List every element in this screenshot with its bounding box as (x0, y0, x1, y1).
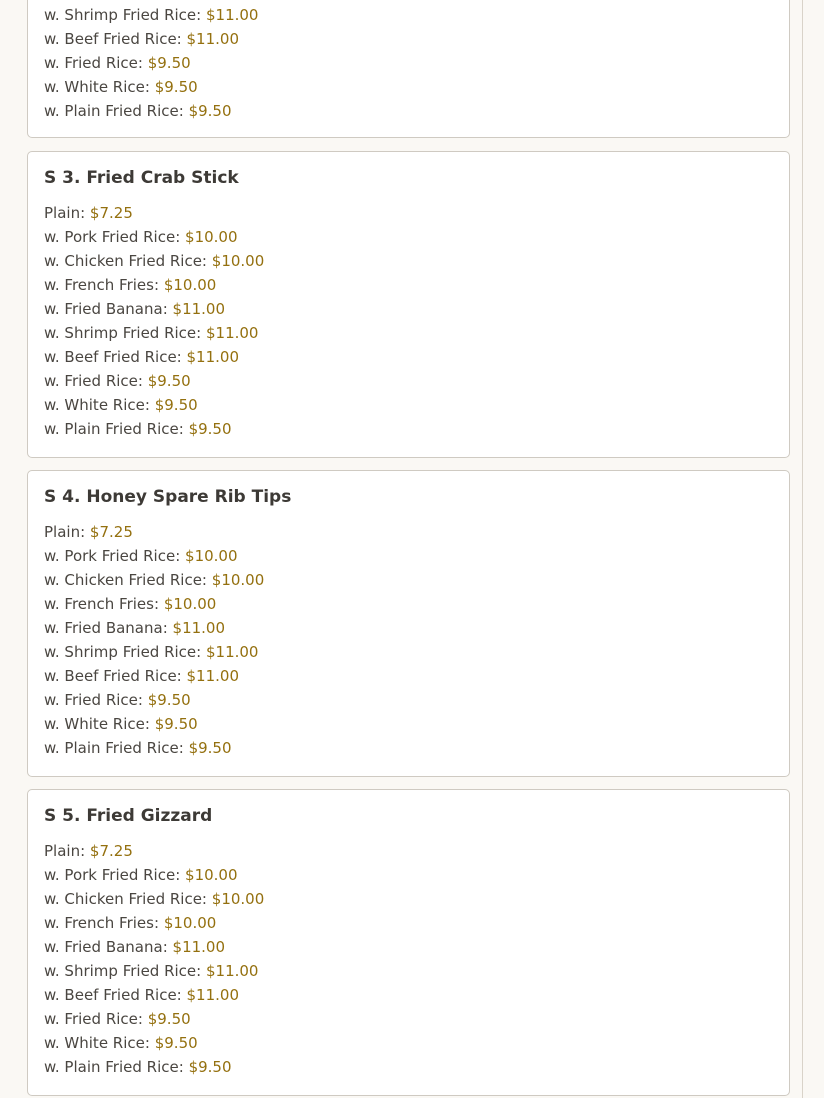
item-price: $10.00 (163, 595, 217, 613)
price-row (44, 839, 264, 863)
item-label: w. French Fries: (44, 914, 160, 932)
price-row (44, 544, 264, 568)
item-price: $9.50 (147, 54, 191, 72)
price-row (44, 664, 264, 688)
price-list (44, 839, 264, 1079)
price-row (44, 1031, 264, 1055)
menu-card-fried-crab-stick (27, 151, 790, 458)
price-row (44, 417, 264, 441)
item-label: w. White Rice: (44, 78, 150, 96)
price-row (44, 369, 264, 393)
item-label: w. Chicken Fried Rice: (44, 252, 207, 270)
item-price: $9.50 (154, 396, 198, 414)
item-price: $10.00 (163, 276, 217, 294)
item-price: $11.00 (172, 938, 226, 956)
item-price: $11.00 (186, 30, 240, 48)
price-row (44, 616, 264, 640)
item-label: w. Beef Fried Rice: (44, 348, 182, 366)
item-label: w. French Fries: (44, 595, 160, 613)
price-row (44, 911, 264, 935)
item-price: $9.50 (147, 691, 191, 709)
item-label: w. Fried Rice: (44, 54, 143, 72)
card-title: S 3. Fried Crab Stick (44, 168, 239, 188)
item-label: w. Plain Fried Rice: (44, 1058, 184, 1076)
item-price: $10.00 (211, 890, 265, 908)
item-label: w. White Rice: (44, 1034, 150, 1052)
menu-card-partial (27, 0, 790, 138)
price-row (44, 688, 264, 712)
item-price: $11.00 (205, 324, 259, 342)
card-title: S 4. Honey Spare Rib Tips (44, 487, 292, 507)
item-price: $9.50 (147, 1010, 191, 1028)
price-row (44, 520, 264, 544)
item-label: w. Fried Banana: (44, 619, 168, 637)
price-row (44, 27, 258, 51)
price-row (44, 99, 258, 123)
item-price: $7.25 (89, 204, 133, 222)
item-price: $7.25 (89, 842, 133, 860)
item-price: $9.50 (154, 1034, 198, 1052)
item-label: w. Fried Rice: (44, 1010, 143, 1028)
card-title: S 5. Fried Gizzard (44, 806, 213, 826)
item-label: w. Pork Fried Rice: (44, 228, 181, 246)
price-row (44, 321, 264, 345)
item-price: $9.50 (154, 715, 198, 733)
price-list (44, 201, 264, 441)
item-price: $9.50 (147, 372, 191, 390)
item-price: $11.00 (172, 300, 226, 318)
price-row (44, 712, 264, 736)
item-label: w. Shrimp Fried Rice: (44, 643, 202, 661)
price-row (44, 959, 264, 983)
price-row (44, 592, 264, 616)
item-price: $10.00 (163, 914, 217, 932)
item-price: $9.50 (188, 1058, 232, 1076)
price-row (44, 983, 264, 1007)
price-row (44, 736, 264, 760)
item-price: $10.00 (185, 866, 238, 884)
item-label: w. Beef Fried Rice: (44, 986, 182, 1004)
item-price: $9.50 (154, 78, 198, 96)
item-label: w. Beef Fried Rice: (44, 667, 182, 685)
item-label: Plain: (44, 523, 86, 541)
price-row (44, 887, 264, 911)
item-price: $11.00 (186, 667, 240, 685)
item-price: $11.00 (172, 619, 226, 637)
item-label: w. Shrimp Fried Rice: (44, 6, 202, 24)
price-row (44, 345, 264, 369)
item-price: $11.00 (205, 962, 259, 980)
price-row (44, 273, 264, 297)
price-row (44, 393, 264, 417)
item-label: w. Fried Rice: (44, 691, 143, 709)
price-row (44, 640, 264, 664)
item-label: w. Chicken Fried Rice: (44, 571, 207, 589)
item-price: $10.00 (185, 228, 238, 246)
item-label: w. Chicken Fried Rice: (44, 890, 207, 908)
price-list (44, 3, 258, 123)
item-price: $9.50 (188, 420, 232, 438)
item-price: $11.00 (186, 986, 240, 1004)
item-label: w. Fried Banana: (44, 300, 168, 318)
item-label: w. Pork Fried Rice: (44, 547, 181, 565)
item-price: $9.50 (188, 739, 232, 757)
price-row (44, 225, 264, 249)
item-price: $9.50 (188, 102, 232, 120)
item-price: $11.00 (186, 348, 240, 366)
item-label: w. Beef Fried Rice: (44, 30, 182, 48)
price-row (44, 75, 258, 99)
price-row (44, 1007, 264, 1031)
item-price: $11.00 (205, 643, 259, 661)
item-price: $7.25 (89, 523, 133, 541)
price-row (44, 249, 264, 273)
price-row (44, 1055, 264, 1079)
price-row (44, 863, 264, 887)
item-price: $10.00 (211, 571, 265, 589)
item-label: Plain: (44, 204, 86, 222)
item-label: w. Fried Rice: (44, 372, 143, 390)
item-label: w. White Rice: (44, 715, 150, 733)
price-list (44, 520, 264, 760)
price-row (44, 297, 264, 321)
item-label: w. French Fries: (44, 276, 160, 294)
price-row (44, 3, 258, 27)
item-label: w. Pork Fried Rice: (44, 866, 181, 884)
item-label: w. Plain Fried Rice: (44, 420, 184, 438)
item-label: w. Shrimp Fried Rice: (44, 324, 202, 342)
item-label: Plain: (44, 842, 86, 860)
price-row (44, 568, 264, 592)
item-price: $10.00 (211, 252, 265, 270)
menu-card-honey-spare-rib-tips (27, 470, 790, 777)
price-row (44, 935, 264, 959)
item-label: w. Plain Fried Rice: (44, 739, 184, 757)
item-price: $10.00 (185, 547, 238, 565)
page-edge-divider (802, 0, 803, 1098)
price-row (44, 51, 258, 75)
item-price: $11.00 (205, 6, 259, 24)
price-row (44, 201, 264, 225)
item-label: w. Plain Fried Rice: (44, 102, 184, 120)
item-label: w. Fried Banana: (44, 938, 168, 956)
item-label: w. White Rice: (44, 396, 150, 414)
item-label: w. Shrimp Fried Rice: (44, 962, 202, 980)
menu-card-fried-gizzard (27, 789, 790, 1096)
